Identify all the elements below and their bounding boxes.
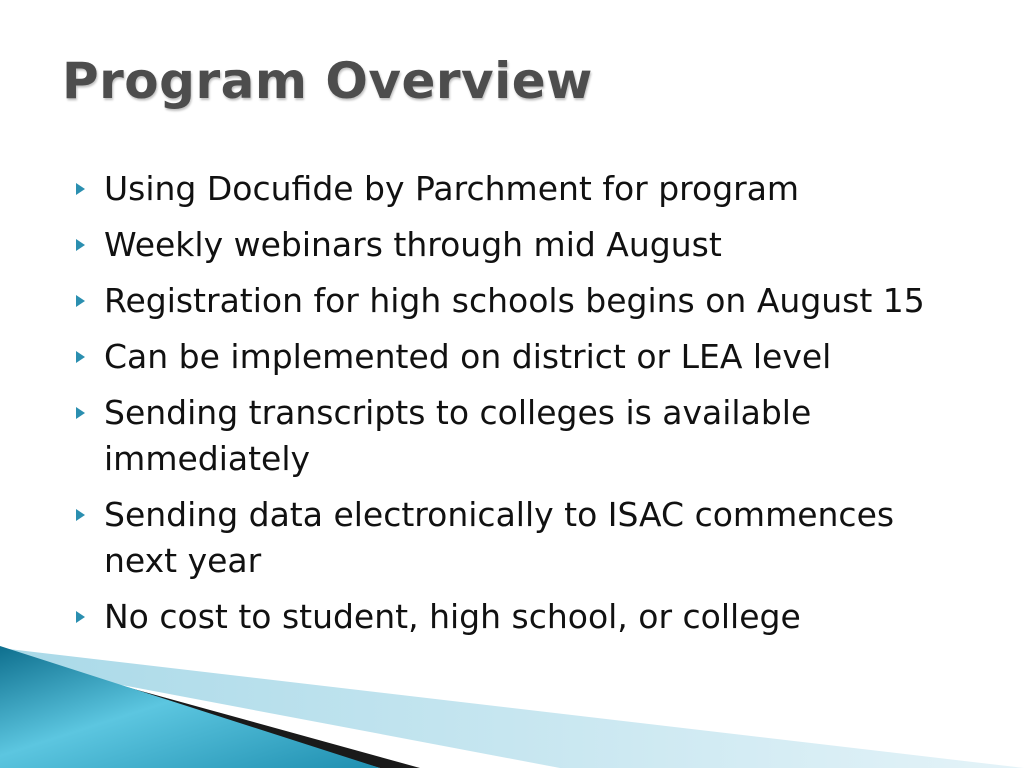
slide-title: Program Overview: [62, 52, 593, 110]
triangle-right-icon: [76, 239, 85, 251]
bullet-item: [74, 166, 974, 212]
bullet-list: [74, 166, 974, 650]
bullet-item: [74, 492, 974, 584]
bullet-text: Sending transcripts to colleges is available immediately: [104, 393, 812, 478]
triangle-right-icon: [76, 295, 85, 307]
bullet-item: [74, 278, 974, 324]
bullet-item: [74, 390, 974, 482]
bullet-text: No cost to student, high school, or college: [104, 597, 801, 636]
triangle-right-icon: [76, 183, 85, 195]
triangle-right-icon: [76, 509, 85, 521]
bullet-item: [74, 334, 974, 380]
bullet-text: Using Docufide by Parchment for program: [104, 169, 800, 208]
bullet-text: Can be implemented on district or LEA level: [104, 337, 832, 376]
bullet-text: Registration for high schools begins on August 15: [104, 281, 925, 320]
triangle-right-icon: [76, 351, 85, 363]
triangle-right-icon: [76, 407, 85, 419]
bullet-text: Weekly webinars through mid August: [104, 225, 722, 264]
bullet-item: [74, 222, 974, 268]
bullet-text: Sending data electronically to ISAC commences next year: [104, 495, 895, 580]
corner-swoosh-decoration: [0, 600, 1024, 768]
